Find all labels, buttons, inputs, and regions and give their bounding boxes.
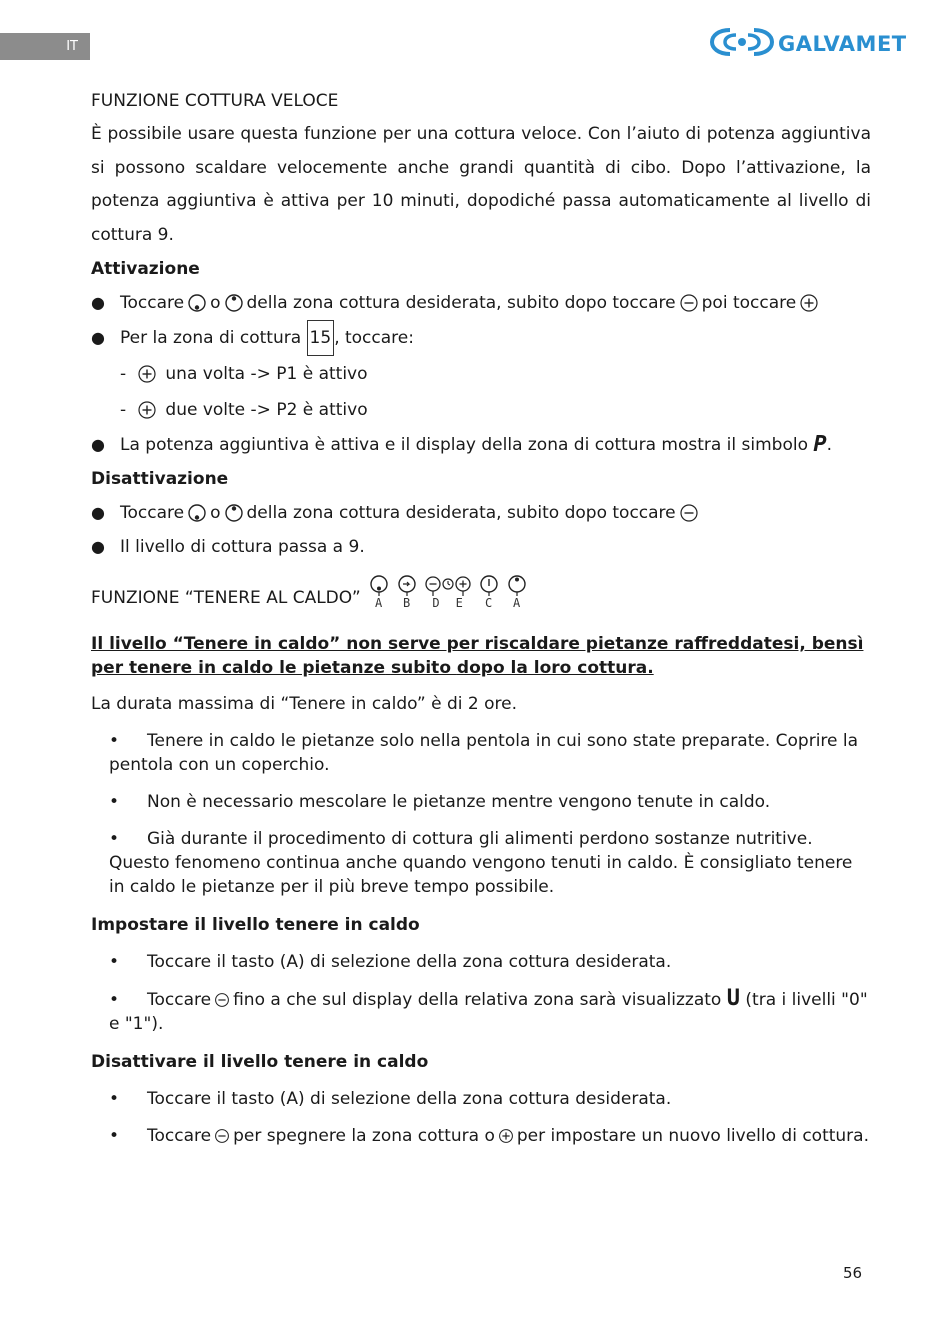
key-letter: A	[375, 596, 383, 610]
step-text-or: o	[210, 503, 221, 523]
key-letter: D	[432, 596, 440, 610]
bullet-icon: •	[109, 990, 120, 1010]
minus-icon	[214, 1128, 230, 1144]
note-text: Non è necessario mescolare le pietanze mentre vengono tenute in caldo.	[147, 792, 771, 812]
zone-select-alt-icon	[224, 293, 244, 313]
set-keep-warm-step-2	[109, 987, 871, 1036]
warning-text-end: dopo la loro cottura.	[456, 658, 654, 678]
dash: -	[120, 400, 127, 420]
key-letter: B	[403, 596, 411, 610]
step-text: Toccare	[147, 990, 212, 1010]
key-c	[479, 574, 499, 610]
quick-cook-intro: È possibile usare questa funzione per una cottura veloce. Con l’aiuto di potenza aggiuntiva si possono scaldare velocemente anche grandi quantità di cibo. Dopo l’attivazione, la potenza aggiuntiva è attiva per 10 minuti, dopodiché passa automaticamente al livello di cottura 9.	[91, 124, 871, 245]
bullet-icon: ●	[91, 537, 105, 556]
deactivation-step-2	[91, 530, 871, 564]
key-a	[369, 574, 389, 610]
logo-waves-icon	[710, 27, 774, 62]
step-text: per impostare un nuovo livello di cottura.	[516, 1126, 869, 1146]
key-letter: C	[485, 596, 493, 610]
step-text: della zona cottura desiderata, subito dopo toccare	[246, 293, 676, 313]
warning-text-emphasis: subito	[390, 658, 451, 678]
activation-step-2	[91, 320, 871, 356]
sub-step-text: una volta -> P1 è attivo	[165, 364, 368, 384]
key-letter: A	[513, 596, 521, 610]
sub-step-once	[91, 356, 871, 392]
step-text: fino a che sul display della relativa zona sarà visualizzato	[233, 990, 722, 1010]
plus-icon	[498, 1128, 514, 1144]
step-text: (tra i livelli "0" e "1").	[109, 990, 868, 1034]
disable-keep-warm-heading: Disattivare il livello tenere in caldo	[91, 1052, 429, 1072]
zone-number-box: 15	[307, 320, 335, 356]
set-keep-warm-step-1	[109, 950, 871, 974]
activation-step-3	[91, 428, 871, 462]
key-b	[397, 574, 417, 610]
bullet-icon: •	[109, 792, 120, 812]
keep-warm-symbol: U	[726, 986, 740, 1011]
key-letter: E	[455, 596, 463, 610]
power-boost-symbol: P	[813, 432, 827, 457]
step-text: Toccare il tasto (A) di selezione della zona cottura desiderata.	[147, 1089, 672, 1109]
step-text-end: .	[826, 435, 833, 455]
set-keep-warm-heading: Impostare il livello tenere in caldo	[91, 915, 420, 935]
keep-warm-note-3	[109, 827, 871, 899]
note-text: Già durante il procedimento di cottura gli alimenti perdono sostanze nutritive. Questo fenomeno continua anche quando vengono tenuti in caldo. È consigliato tenere in caldo le pietanze per il più breve tempo possibile.	[109, 829, 853, 897]
keep-warm-note-2	[109, 790, 871, 814]
control-panel-keys	[369, 574, 535, 610]
bullet-icon: •	[109, 952, 120, 972]
bullet-icon: •	[109, 1089, 120, 1109]
step-text: della zona cottura desiderata, subito dopo toccare	[246, 503, 676, 523]
plus-icon	[799, 293, 819, 313]
bullet-icon: ●	[91, 328, 105, 347]
brand-logo	[710, 28, 907, 60]
minus-icon	[679, 503, 699, 523]
sub-step-twice	[91, 392, 871, 428]
language-tab	[0, 33, 90, 60]
zone-select-icon	[187, 293, 207, 313]
activation-step-1	[91, 286, 871, 320]
bullet-icon: ●	[91, 503, 105, 522]
step-text: Per la zona di cottura	[120, 328, 302, 348]
step-text: Toccare	[147, 1126, 212, 1146]
zone-select-alt-icon	[224, 503, 244, 523]
keep-warm-warning	[91, 632, 871, 680]
language-label: IT	[66, 39, 78, 54]
activation-heading: Attivazione	[91, 259, 200, 279]
deactivation-step-1	[91, 496, 871, 530]
step-text: , toccare:	[334, 328, 414, 348]
step-text: Toccare il tasto (A) di selezione della zona cottura desiderata.	[147, 952, 672, 972]
dash: -	[120, 364, 127, 384]
step-text: poi toccare	[701, 293, 797, 313]
page-number: 56	[843, 1264, 863, 1282]
step-text: Toccare	[120, 293, 185, 313]
step-text: La potenza aggiuntiva è attiva e il display della zona di cottura mostra il simbolo	[120, 435, 808, 455]
section-title-quick-cook: FUNZIONE COTTURA VELOCE	[91, 91, 339, 111]
keep-warm-duration: La durata massima di “Tenere in caldo” è di 2 ore.	[91, 694, 518, 714]
bullet-icon: ●	[91, 293, 105, 312]
disable-keep-warm-step-1	[109, 1087, 871, 1111]
disable-keep-warm-step-2	[109, 1124, 871, 1148]
bullet-icon: •	[109, 829, 120, 849]
keep-warm-note-1	[109, 729, 871, 777]
keep-warm-title-row	[91, 574, 871, 610]
step-text: per spegnere la zona cottura o	[233, 1126, 495, 1146]
plus-icon	[137, 400, 157, 420]
key-d-e	[425, 574, 471, 610]
deactivation-heading: Disattivazione	[91, 469, 229, 489]
warning-text: Il livello “Tenere in caldo” non serve per riscaldare pietanze raffreddatesi, bensì per tenere in caldo le pietanze	[91, 634, 864, 678]
bullet-icon: ●	[91, 435, 105, 454]
sub-step-text: due volte -> P2 è attivo	[165, 400, 368, 420]
step-text-or: o	[210, 293, 221, 313]
minus-icon	[214, 992, 230, 1008]
step-text: Toccare	[120, 503, 185, 523]
plus-icon	[137, 364, 157, 384]
step-text: Il livello di cottura passa a 9.	[120, 537, 365, 557]
bullet-icon: •	[109, 731, 120, 751]
key-a-2	[507, 574, 527, 610]
section-title-keep-warm: FUNZIONE “TENERE AL CALDO”	[91, 588, 361, 608]
logo-text: GALVAMET	[778, 32, 907, 56]
minus-icon	[679, 293, 699, 313]
page-content	[91, 88, 871, 1148]
bullet-icon: •	[109, 1126, 120, 1146]
note-text: Tenere in caldo le pietanze solo nella pentola in cui sono state preparate. Coprire la pentola con un coperchio.	[109, 731, 859, 775]
zone-select-icon	[187, 503, 207, 523]
